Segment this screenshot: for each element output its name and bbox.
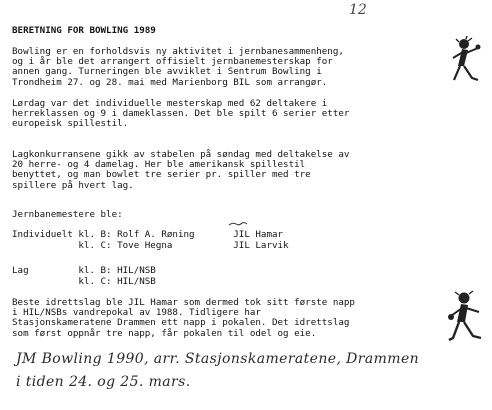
handwritten-line: i tiden 24. og 25. mars. <box>16 374 191 390</box>
bowler-figure-icon <box>450 36 482 88</box>
document-title: BERETNING FOR BOWLING 1989 <box>12 25 156 36</box>
result-row: Individuelt kl. B: Rolf A. Røning JIL Hamar <box>12 229 284 240</box>
handwritten-line: JM Bowling 1990, arr. Stasjonskameratene, Drammen <box>16 351 420 367</box>
page-number: 12 <box>349 2 367 18</box>
bowler-figure-icon <box>448 290 484 348</box>
paragraph-closing: Beste idrettslag ble JIL Hamar som dermed tok sitt første napp i HIL/NSBs vandrepokal av 1988. Tidligere har Stasjonskameratene Drammen ett napp i pokalen. Det idrettslag som først oppnår tre napp, får pokalen til odel og eie. <box>12 297 355 339</box>
paragraph-intro: Bowling er en forholdsvis ny aktivitet i jernbanesammenheng, og i år ble det arrangert offisielt jernbanemesterskap for annen gang. Turneringen ble avviklet i Sentrum Bowling i Trondheim 27. og 28. mai med Marienborg BIL som arrangør. <box>12 46 344 88</box>
result-row: kl. C: HIL/NSB <box>12 276 156 287</box>
handwritten-tick-mark <box>228 221 248 227</box>
paragraph-individual: Lørdag var det individuelle mesterskap med 62 deltakere i herreklassen og 9 i dameklassen. Det ble spilt 6 serier etter europeisk spillestil. <box>12 98 350 130</box>
paragraph-team: Lagkonkurransene gikk av stabelen på søndag med deltakelse av 20 herre- og 4 damelag. Her ble amerikansk spillestil benyttet, og man bowlet tre serier pr. spiller med tre spillere på hvert lag. <box>12 149 350 191</box>
result-row: kl. C: Tove Hegna JIL Larvik <box>12 240 289 251</box>
result-row: Lag kl. B: HIL/NSB <box>12 265 156 276</box>
paragraph-champions-heading: Jernbanemestere ble: <box>12 209 123 220</box>
